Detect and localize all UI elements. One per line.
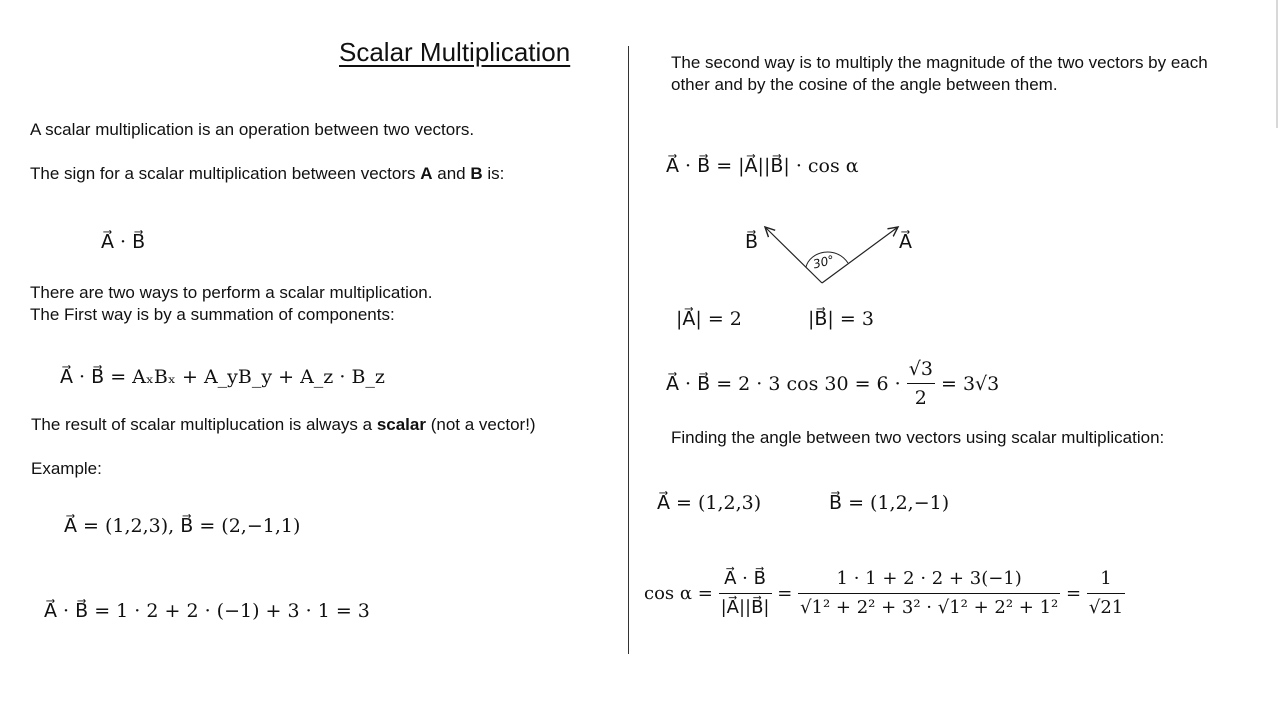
example-label: Example:: [31, 459, 102, 478]
vector-b-def: B⃗ = (1,2,−1): [829, 492, 950, 514]
two-ways-text: There are two ways to perform a scalar multiplication.: [30, 283, 433, 302]
cos-frac1-den: |A⃗||B⃗|: [720, 597, 770, 618]
calc-frac-num: √3: [907, 356, 935, 384]
vector-b-arrow: [765, 227, 822, 283]
sign-vector-b: B: [470, 164, 483, 183]
diagram-angle-label: 30°: [811, 252, 836, 272]
page-title: Scalar Multiplication: [339, 37, 571, 67]
result-suffix: (not a vector!): [425, 415, 536, 434]
example-result: A⃗ · B⃗ = 1 · 2 + 2 · (−1) + 3 · 1 = 3: [44, 600, 370, 622]
result-text: [31, 414, 536, 436]
cos-frac2-den: √1² + 2² + 3² · √1² + 2² + 1²: [800, 597, 1059, 618]
cos-eq-1: =: [777, 582, 793, 604]
sign-text-prefix: The sign for a scalar multiplication between vectors: [30, 164, 421, 183]
diagram-label-a: A⃗: [899, 231, 912, 253]
vector-a-arrow: [822, 227, 898, 283]
finding-angle-text: Finding the angle between two vectors using scalar multiplication:: [671, 428, 1165, 447]
result-prefix: The result of scalar multiplucation is always a: [31, 415, 377, 434]
summation-formula: A⃗ · B⃗ = AₓBₓ + A_yB_y + A_z · B_z: [60, 366, 385, 388]
magnitude-b: |B⃗| = 3: [808, 308, 874, 330]
diagram-label-b: B⃗: [745, 231, 759, 253]
calc-lhs: A⃗ · B⃗ = 2 · 3 cos 30 = 6 ·: [666, 372, 901, 395]
example-vectors: A⃗ = (1,2,3), B⃗ = (2,−1,1): [64, 515, 301, 537]
cos-frac1-num: A⃗ · B⃗: [719, 566, 772, 594]
calc-frac-den: 2: [914, 387, 927, 409]
sign-suffix: is:: [482, 164, 505, 183]
cos-frac3-num: 1: [1087, 566, 1125, 594]
column-divider: [628, 46, 629, 654]
first-way-text: The First way is by a summation of components:: [30, 305, 395, 324]
cos-eq-2: =: [1066, 582, 1082, 604]
magnitude-formula: A⃗ · B⃗ = |A⃗||B⃗| · cos α: [666, 155, 859, 177]
cos-fraction-2: [798, 566, 1060, 621]
intro-text: A scalar multiplication is an operation between two vectors.: [30, 120, 475, 139]
cos-fraction-1: [719, 566, 772, 621]
result-bold-scalar: scalar: [376, 415, 426, 434]
sign-vector-a: A: [420, 164, 433, 183]
sign-formula: A⃗ · B⃗: [101, 231, 146, 253]
cos-formula: [644, 566, 1125, 621]
sign-and: and: [432, 164, 471, 183]
vector-a-def: A⃗ = (1,2,3): [657, 492, 762, 514]
magnitude-a: |A⃗| = 2: [676, 308, 742, 330]
page-edge-line: [1276, 0, 1278, 128]
cos-fraction-3: [1087, 566, 1125, 621]
cos-lhs: cos α =: [644, 582, 713, 604]
cos-frac3-den: √21: [1088, 597, 1124, 618]
calc-rhs: = 3√3: [941, 372, 1000, 395]
calc-fraction: [907, 356, 935, 411]
cos-frac2-num: 1 · 1 + 2 · 2 + 3(−1): [798, 566, 1060, 594]
calc-formula: [666, 356, 999, 411]
sign-text: [30, 163, 504, 185]
second-way-text: The second way is to multiply the magnitude of the two vectors by each other and by the cosine of the angle between them.: [671, 53, 1208, 94]
